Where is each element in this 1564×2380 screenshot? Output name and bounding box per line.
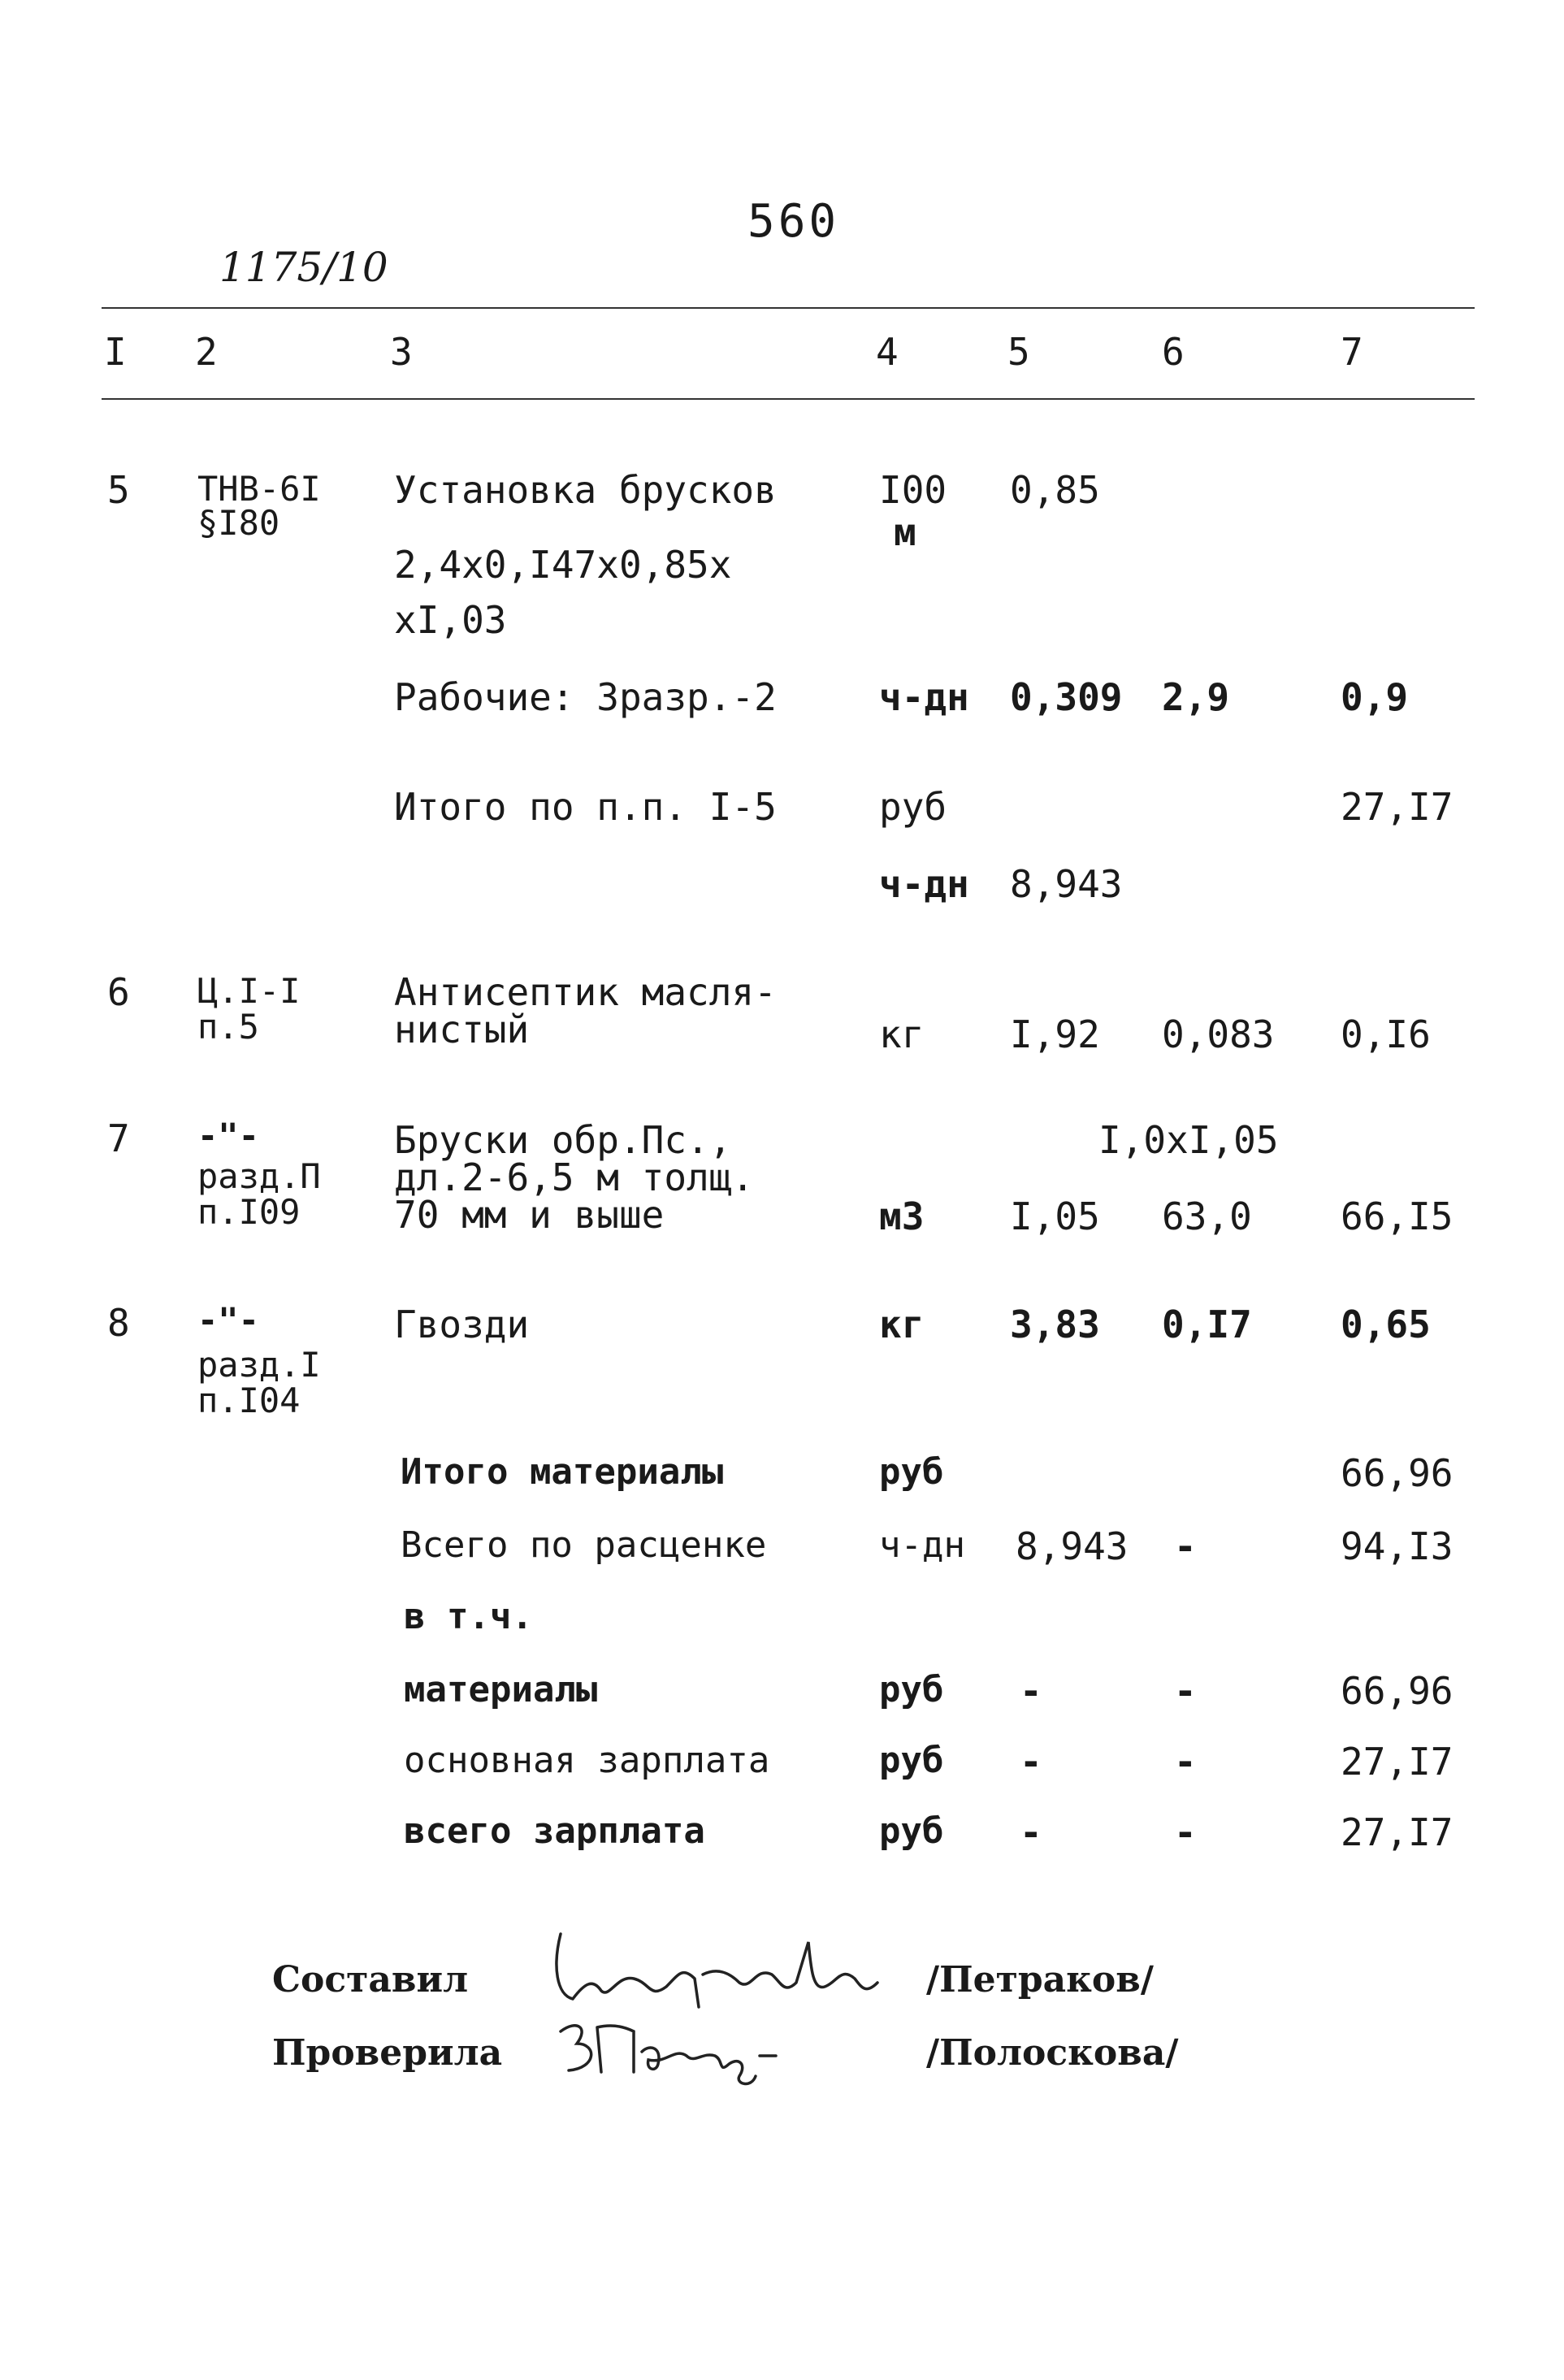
quantity: I,05 [1010, 1194, 1100, 1238]
norm-paragraph: п.5 [197, 1007, 259, 1047]
summary-quantity: - [1020, 1810, 1042, 1854]
unit-2: м [894, 510, 916, 554]
column-header-3: 3 [390, 330, 413, 374]
unit: кг [879, 1012, 925, 1056]
norm-paragraph: п.I04 [197, 1381, 301, 1420]
signature-name-compiled: /Петраков/ [926, 1959, 1154, 2001]
summary-unit: руб [879, 1740, 944, 1781]
price: 0,083 [1162, 1012, 1275, 1056]
norm-section: разд.I [197, 1345, 321, 1385]
norm-reference: ТНВ-6I [197, 469, 321, 509]
handwritten-signature-checked [552, 2007, 796, 2096]
signature-role-checked: Проверила [272, 2032, 503, 2074]
item-description-2: дл.2-6,5 м толщ. [394, 1155, 755, 1199]
summary-total: 27,I7 [1341, 1810, 1454, 1854]
summary-total: 66,96 [1341, 1451, 1454, 1495]
column-header-6: 6 [1162, 330, 1185, 374]
price: 63,0 [1162, 1194, 1252, 1238]
unit: I00 [879, 468, 947, 512]
summary-description: всего зарплата [404, 1810, 705, 1852]
page-number: 560 [747, 195, 840, 248]
column-header-4: 4 [876, 330, 899, 374]
unit: ч-дн [879, 862, 969, 906]
summary-unit: ч-дн [879, 1524, 965, 1566]
column-header-1: I [104, 330, 127, 374]
unit: кг [879, 1303, 925, 1346]
summary-description: в т.ч. [404, 1596, 533, 1637]
total: 66,I5 [1341, 1194, 1454, 1238]
summary-quantity: 8,943 [1016, 1524, 1129, 1568]
item-description: Антисептик масля- [394, 970, 777, 1014]
summary-unit: руб [879, 1810, 944, 1852]
unit: ч-дн [879, 675, 969, 719]
item-description-2: нистый [394, 1008, 530, 1051]
quantity: 3,83 [1010, 1303, 1100, 1346]
item-description: Итого по п.п. I-5 [394, 785, 777, 829]
norm-section: разд.П [197, 1156, 321, 1196]
coefficient: I,0xI,05 [1098, 1118, 1279, 1162]
document-reference: 1175/10 [219, 244, 388, 291]
header-bottom-rule [102, 398, 1475, 400]
summary-quantity: - [1020, 1669, 1042, 1713]
summary-description: Итого материалы [401, 1451, 724, 1493]
price: 2,9 [1162, 675, 1230, 719]
item-description: Установка брусков [394, 468, 777, 512]
item-description-2: 2,4x0,I47x0,85x [394, 543, 732, 587]
total: 27,I7 [1341, 785, 1454, 829]
column-header-7: 7 [1341, 330, 1363, 374]
price: 0,I7 [1162, 1303, 1252, 1346]
quantity: I,92 [1010, 1012, 1100, 1056]
summary-price: - [1174, 1740, 1197, 1784]
norm-reference: Ц.I-I [197, 971, 301, 1011]
summary-unit: руб [879, 1669, 944, 1710]
unit: руб [879, 785, 947, 829]
column-header-5: 5 [1007, 330, 1030, 374]
item-description: Рабочие: 3разр.-2 [394, 675, 777, 719]
header-top-rule [102, 307, 1475, 309]
summary-total: 27,I7 [1341, 1740, 1454, 1784]
summary-description: материалы [404, 1669, 598, 1710]
total: 0,9 [1341, 675, 1409, 719]
norm-paragraph: п.I09 [197, 1192, 301, 1232]
summary-total: 66,96 [1341, 1669, 1454, 1713]
quantity: 8,943 [1010, 862, 1123, 906]
total: 0,65 [1341, 1303, 1431, 1346]
handwritten-signature-compiled [536, 1918, 886, 2015]
quantity: 0,85 [1010, 468, 1100, 512]
summary-price: - [1174, 1524, 1197, 1568]
signature-role-compiled: Составил [272, 1959, 469, 2001]
row-number: 6 [107, 970, 130, 1014]
item-description: Гвозди [394, 1303, 530, 1346]
summary-price: - [1174, 1669, 1197, 1713]
row-number: 7 [107, 1116, 130, 1160]
summary-total: 94,I3 [1341, 1524, 1454, 1568]
summary-unit: руб [879, 1451, 944, 1493]
summary-description: Всего по расценке [401, 1524, 767, 1566]
summary-quantity: - [1020, 1740, 1042, 1784]
row-number: 5 [107, 468, 130, 512]
item-description: Бруски обр.Пс., [394, 1118, 732, 1162]
quantity: 0,309 [1010, 675, 1123, 719]
summary-description: основная зарплата [404, 1740, 770, 1781]
column-header-2: 2 [195, 330, 218, 374]
norm-reference: -"- [197, 1116, 259, 1155]
norm-reference: -"- [197, 1300, 259, 1340]
unit: м3 [879, 1194, 925, 1238]
item-description-3: 70 мм и выше [394, 1193, 665, 1237]
norm-paragraph: §I80 [197, 503, 280, 543]
summary-price: - [1174, 1810, 1197, 1854]
item-description-3: xI,03 [394, 598, 507, 642]
row-number: 8 [107, 1301, 130, 1345]
total: 0,I6 [1341, 1012, 1431, 1056]
signature-name-checked: /Полоскова/ [926, 2032, 1179, 2074]
